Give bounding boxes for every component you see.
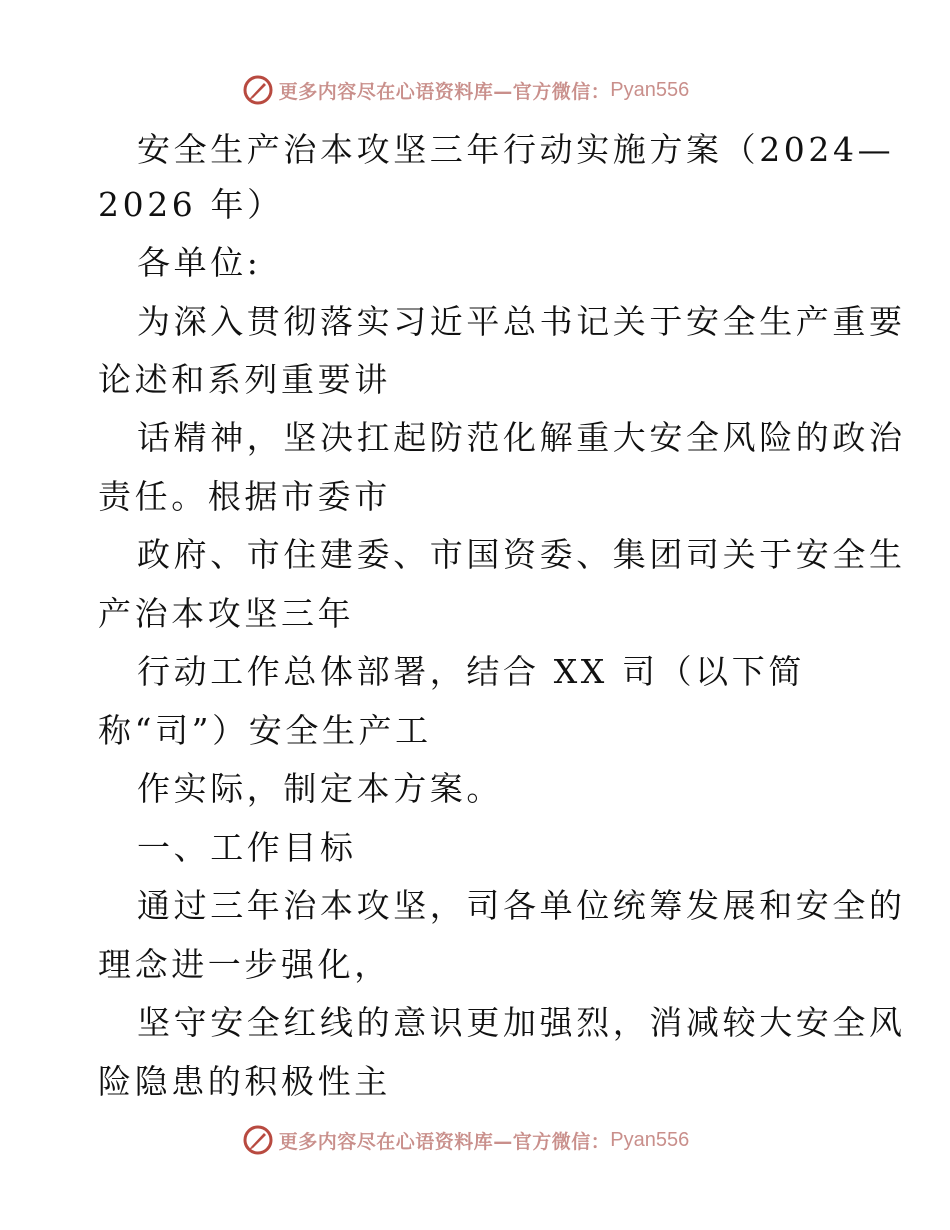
- paragraph-line: 论述和系列重要讲: [98, 360, 391, 399]
- paragraph-line: 称“司”）安全生产工: [98, 711, 432, 750]
- salutation: 各单位:: [137, 243, 262, 282]
- watermark-text: 更多内容尽在心语资料库—官方微信：: [278, 1130, 611, 1153]
- watermark-footer: [0, 1120, 950, 1160]
- feather-pen-logo-icon: [243, 75, 273, 105]
- paragraph-line: 通过三年治本攻坚，司各单位统筹发展和安全的: [137, 886, 906, 925]
- paragraph-line: 作实际，制定本方案。: [137, 769, 503, 808]
- paragraph-line: 政府、市住建委、市国资委、集团司关于安全生: [137, 535, 906, 574]
- paragraph-line: 坚守安全红线的意识更加强烈，消减较大安全风: [137, 1003, 906, 1042]
- paragraph-line: 险隐患的积极性主: [98, 1062, 391, 1101]
- feather-pen-logo-icon: [243, 1125, 273, 1155]
- watermark-wechat-id: Pyan556: [610, 1128, 690, 1151]
- paragraph-line: 责任。根据市委市: [98, 477, 391, 516]
- document-title-line-1: 安全生产治本攻坚三年行动实施方案（2024—: [137, 130, 895, 169]
- section-heading: 一、工作目标: [137, 828, 357, 867]
- watermark-wechat-id: Pyan556: [610, 78, 690, 101]
- paragraph-line: 为深入贯彻落实习近平总书记关于安全生产重要: [137, 302, 906, 341]
- paragraph-line: 理念进一步强化，: [98, 945, 391, 984]
- watermark-text: 更多内容尽在心语资料库—官方微信：: [278, 80, 611, 103]
- paragraph-line: 行动工作总体部署，结合 XX 司（以下简: [137, 652, 805, 691]
- watermark-header: [0, 70, 950, 110]
- paragraph-line: 产治本攻坚三年: [98, 594, 355, 633]
- paragraph-line: 话精神，坚决扛起防范化解重大安全风险的政治: [137, 418, 906, 457]
- document-title-line-2: 2026 年）: [98, 185, 284, 224]
